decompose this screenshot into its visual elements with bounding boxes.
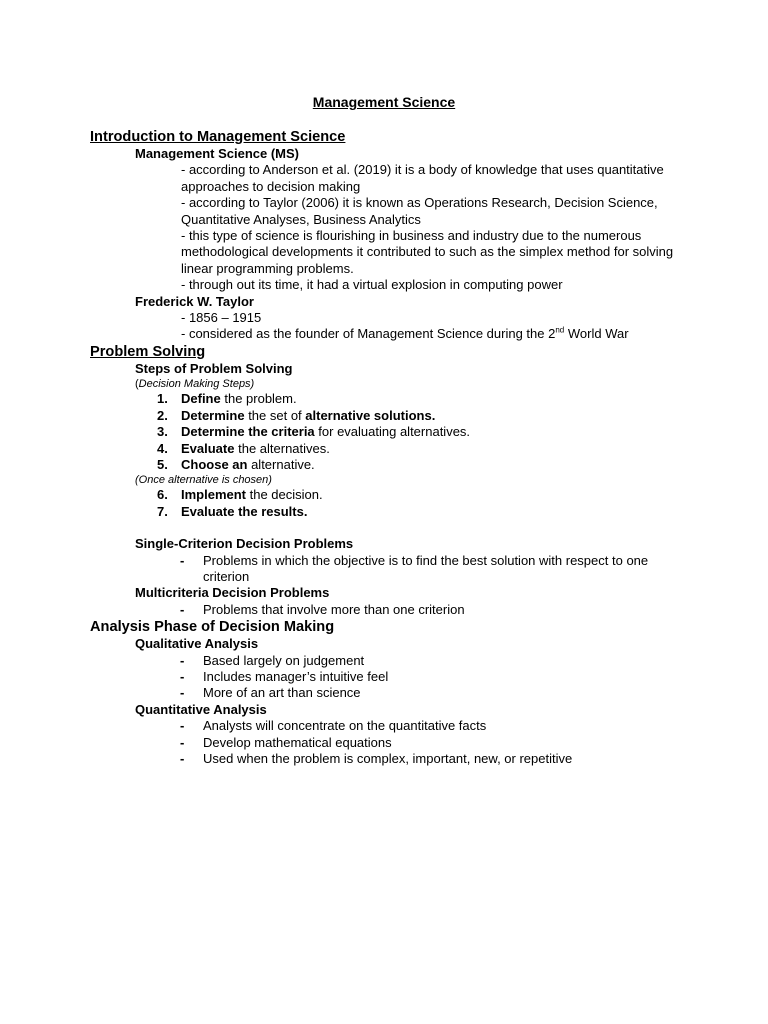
single-criterion-heading: Single-Criterion Decision Problems bbox=[135, 536, 354, 552]
list-item bbox=[90, 408, 690, 424]
bullet-text: Problems in which the objective is to find the best solution with respect to one criterion bbox=[203, 552, 649, 584]
document-body bbox=[90, 128, 690, 767]
bullet-dash: - bbox=[180, 668, 185, 684]
bullet-text: More of an art than science bbox=[203, 685, 361, 701]
taylor-years: - 1856 – 1915 bbox=[181, 310, 262, 326]
steps-note-text: Decision Making Steps) bbox=[138, 378, 255, 391]
multicriteria-heading: Multicriteria Decision Problems bbox=[135, 585, 330, 601]
step-keyword: Choose an bbox=[181, 456, 248, 472]
bullet-text: Used when the problem is complex, important, new, or repetitive bbox=[203, 751, 573, 766]
steps-heading: Steps of Problem Solving bbox=[135, 360, 293, 376]
step-number: 1. bbox=[157, 391, 168, 407]
steps-note bbox=[90, 377, 690, 391]
list-item bbox=[90, 441, 690, 457]
bullet-dash: - bbox=[180, 718, 185, 734]
bullet-dash: - bbox=[180, 734, 185, 750]
taylor-founder-text: - considered as the founder of Management Science during the 2 bbox=[181, 326, 556, 342]
list-item bbox=[90, 653, 690, 669]
list-item bbox=[90, 602, 690, 618]
ms-point-3: - this type of science is flourishing in business and industry due to the numerous methodological developments it contributed to such as the simplex method for solving linear programming problems. bbox=[181, 228, 674, 276]
taylor-founder bbox=[90, 326, 690, 342]
bullet-text: Includes manager’s intuitive feel bbox=[203, 668, 389, 684]
qualitative-heading: Qualitative Analysis bbox=[135, 636, 259, 652]
list-item bbox=[90, 735, 690, 751]
intro-heading: Introduction to Management Science bbox=[90, 129, 346, 145]
list-item bbox=[90, 751, 690, 767]
step-text: for evaluating alternatives. bbox=[314, 424, 471, 440]
bullet-dash: - bbox=[180, 552, 185, 568]
step-number: 3. bbox=[157, 424, 168, 440]
chosen-note: (Once alternative is chosen) bbox=[135, 474, 272, 487]
list-item bbox=[90, 685, 690, 701]
bullet-text: Based largely on judgement bbox=[203, 652, 365, 668]
step-keyword: Determine the criteria bbox=[181, 424, 315, 440]
list-item bbox=[90, 669, 690, 685]
step-text: the alternatives. bbox=[234, 440, 330, 456]
step-keyword: Evaluate the results. bbox=[181, 503, 308, 519]
step-text: the set of bbox=[244, 407, 306, 423]
bullet-dash: - bbox=[180, 652, 185, 668]
bullet-text: Analysts will concentrate on the quantitative facts bbox=[203, 718, 487, 734]
list-item bbox=[90, 391, 690, 407]
step-number: 5. bbox=[157, 456, 168, 472]
step-keyword: Implement bbox=[181, 487, 247, 503]
step-number: 4. bbox=[157, 440, 168, 456]
list-item bbox=[90, 487, 690, 503]
step-text: the problem. bbox=[220, 391, 297, 407]
step-number: 7. bbox=[157, 503, 168, 519]
list-item bbox=[90, 553, 690, 586]
ms-point-1: - according to Anderson et al. (2019) it is a body of knowledge that uses quantitative approaches to decision making bbox=[181, 162, 664, 194]
ms-point-2: - according to Taylor (2006) it is known as Operations Research, Decision Science, Quantitative Analyses, Business Analytics bbox=[181, 195, 658, 227]
step-text: alternative. bbox=[247, 456, 315, 472]
taylor-heading: Frederick W. Taylor bbox=[135, 293, 254, 309]
problem-solving-heading: Problem Solving bbox=[90, 343, 206, 360]
bullet-text: Develop mathematical equations bbox=[203, 734, 392, 750]
analysis-heading: Analysis Phase of Decision Making bbox=[90, 619, 335, 636]
step-keyword: Determine bbox=[181, 407, 245, 423]
step-keyword-2: alternative solutions. bbox=[305, 407, 436, 423]
quantitative-heading: Quantitative Analysis bbox=[135, 701, 267, 717]
step-number: 6. bbox=[157, 487, 168, 503]
ms-point-4: - through out its time, it had a virtual explosion in computing power bbox=[181, 277, 563, 293]
step-number: 2. bbox=[157, 407, 168, 423]
step-keyword: Define bbox=[181, 391, 221, 407]
bullet-dash: - bbox=[180, 751, 185, 766]
step-keyword: Evaluate bbox=[181, 440, 235, 456]
spacer bbox=[90, 520, 690, 536]
list-item bbox=[90, 504, 690, 520]
page-title: Management Science bbox=[312, 94, 456, 110]
list-item bbox=[90, 424, 690, 440]
bullet-dash: - bbox=[180, 685, 185, 701]
step-text: the decision. bbox=[246, 487, 323, 503]
list-item bbox=[90, 457, 690, 473]
list-item bbox=[90, 718, 690, 734]
bullet-dash: - bbox=[180, 601, 185, 617]
ms-heading: Management Science (MS) bbox=[135, 146, 299, 161]
taylor-founder-tail: World War bbox=[564, 326, 629, 342]
ordinal-suffix: nd bbox=[555, 326, 565, 336]
bullet-text: Problems that involve more than one criterion bbox=[203, 601, 465, 617]
steps-note-paren: ( bbox=[135, 378, 139, 391]
